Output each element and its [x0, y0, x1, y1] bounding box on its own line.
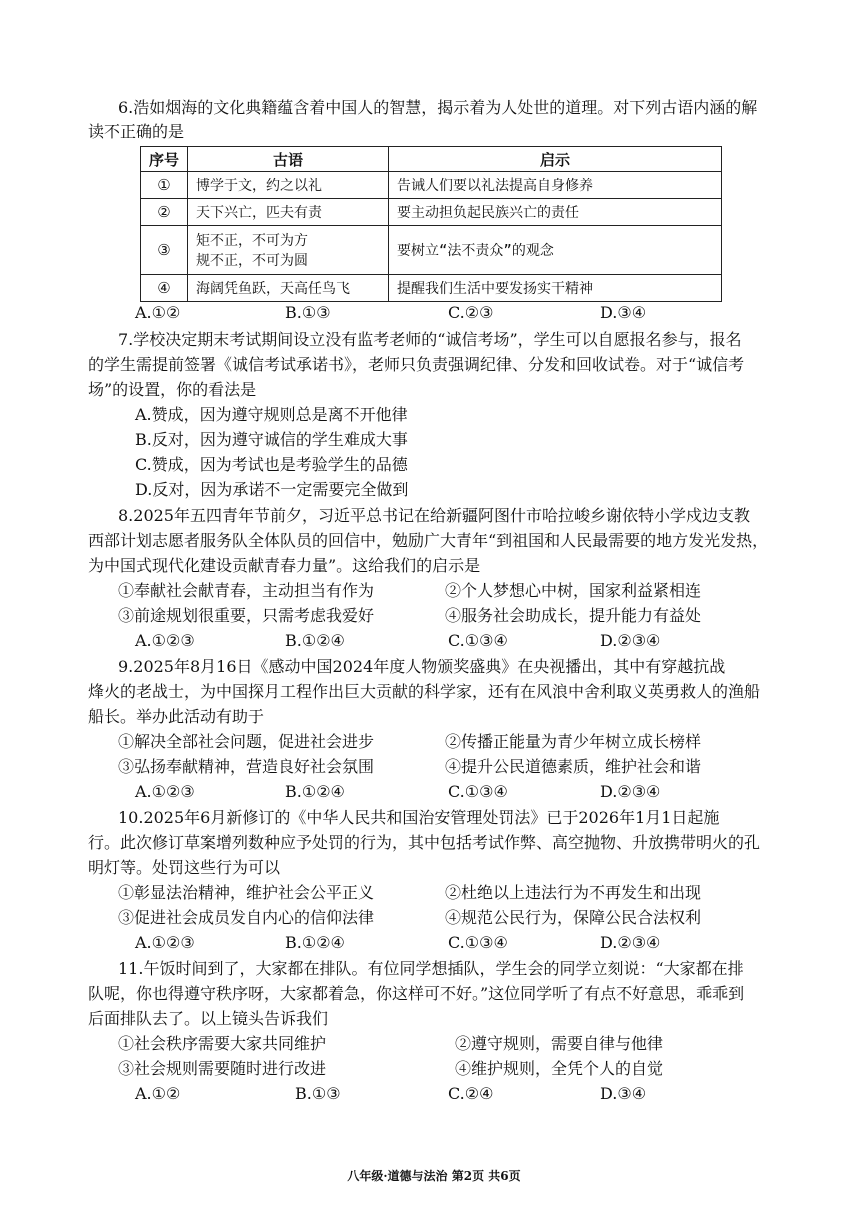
q10-stem-line1: 10.2025年6月新修订的《中华人民共和国治安管理处罚法》已于2026年1月1日起施	[118, 808, 720, 827]
q11-item-1: ①社会秩序需要大家共同维护	[118, 1034, 327, 1053]
q11-option-b: B.①③	[295, 1084, 341, 1103]
q9-option-b: B.①②④	[285, 782, 345, 801]
q9-item-1: ①解决全部社会问题，促进社会进步	[118, 732, 375, 751]
q10-option-c: C.①③④	[448, 933, 508, 952]
col-header-num: 序号	[141, 147, 188, 172]
q11-stem-line3: 后面排队去了。以上镜头告诉我们	[88, 1009, 329, 1028]
q10-item-3: ③促进社会成员发自内心的信仰法律	[118, 908, 375, 927]
q6-stem-line1: 6.浩如烟海的文化典籍蕴含着中国人的智慧，揭示着为人处世的道理。对下列古语内涵的解	[118, 98, 758, 117]
q8-stem-line2: 西部计划志愿者服务队全体队员的回信中，勉励广大青年“到祖国和人民最需要的地方发光发热，	[88, 531, 769, 550]
q8-option-c: C.①③④	[448, 631, 508, 650]
row-num: ①	[141, 172, 188, 199]
row-quote-line1: 矩不正，不可为方	[196, 233, 308, 249]
col-header-quote: 古语	[188, 147, 389, 172]
q8-item-4: ④服务社会助成长，提升能力有益处	[445, 606, 702, 625]
row-quote: 海阔凭鱼跃，天高任鸟飞	[188, 275, 389, 302]
q7-stem-line3: 场”的设置，你的看法是	[88, 380, 257, 399]
q9-option-a: A.①②③	[135, 782, 195, 801]
q6-option-d: D.③④	[600, 303, 647, 322]
q10-item-4: ④规范公民行为，保障公民合法权利	[445, 908, 702, 927]
q8-item-2: ②个人梦想心中树，国家利益紧相连	[445, 581, 702, 600]
table-row	[141, 226, 722, 275]
q10-item-1: ①彰显法治精神，维护社会公平正义	[118, 883, 375, 902]
q9-item-4: ④提升公民道德素质，维护社会和谐	[445, 757, 702, 776]
q9-option-c: C.①③④	[448, 782, 508, 801]
q11-stem-line2: 队呢，你也得遵守秩序呀，大家都着急，你这样可不好。”这位同学听了有点不好意思，乖乖到	[88, 984, 745, 1003]
row-num: ④	[141, 275, 188, 302]
q8-option-b: B.①②④	[285, 631, 345, 650]
row-num: ②	[141, 199, 188, 226]
row-quote: 博学于文，约之以礼	[188, 172, 389, 199]
row-quote: 天下兴亡，匹夫有责	[188, 199, 389, 226]
q8-stem-line1: 8.2025年五四青年节前夕，习近平总书记在给新疆阿图什市哈拉峻乡谢依特小学戍边支教	[118, 506, 750, 525]
table-row	[141, 199, 722, 226]
q7-option-b: B.反对，因为遵守诚信的学生难成大事	[135, 430, 408, 449]
q10-option-d: D.②③④	[600, 933, 661, 952]
q8-item-3: ③前途规划很重要，只需考虑我爱好	[118, 606, 375, 625]
q6-option-c: C.②③	[448, 303, 494, 322]
table-row	[141, 172, 722, 199]
q10-stem-line2: 行。此次修订草案增列数种应予处罚的行为，其中包括考试作弊、高空抛物、升放携带明火的孔	[88, 833, 761, 852]
row-meaning: 要树立“法不责众”的观念	[389, 226, 722, 275]
q9-stem-line1: 9.2025年8月16日《感动中国2024年度人物颁奖盛典》在央视播出，其中有穿越抗战	[118, 657, 726, 676]
q6-option-b: B.①③	[285, 303, 331, 322]
q9-item-3: ③弘扬奉献精神，营造良好社会氛围	[118, 757, 375, 776]
q11-item-4: ④维护规则，全凭个人的自觉	[455, 1059, 664, 1078]
q8-item-1: ①奉献社会献青春，主动担当有作为	[118, 581, 375, 600]
q7-stem-line1: 7.学校决定期末考试期间设立没有监考老师的“诚信考场”，学生可以自愿报名参与，报名	[118, 330, 742, 349]
q9-option-d: D.②③④	[600, 782, 661, 801]
q8-option-a: A.①②③	[135, 631, 195, 650]
q6-table	[140, 146, 722, 302]
q11-item-3: ③社会规则需要随时进行改进	[118, 1059, 327, 1078]
table-row	[141, 275, 722, 302]
q7-stem-line2: 的学生需提前签署《诚信考试承诺书》，老师只负责强调纪律、分发和回收试卷。对于“诚信考	[88, 355, 745, 374]
col-header-meaning: 启示	[389, 147, 722, 172]
page-footer: 八年级·道德与法治 第2页 共6页	[347, 1169, 521, 1183]
q11-option-c: C.②④	[448, 1084, 494, 1103]
q10-option-a: A.①②③	[135, 933, 195, 952]
q9-stem-line3: 船长。举办此活动有助于	[88, 707, 265, 726]
q9-stem-line2: 烽火的老战士，为中国探月工程作出巨大贡献的科学家，还有在风浪中舍利取义英勇救人的渔船	[88, 682, 761, 701]
q10-item-2: ②杜绝以上违法行为不再发生和出现	[445, 883, 702, 902]
q6-option-a: A.①②	[135, 303, 181, 322]
row-num: ③	[141, 226, 188, 275]
table-header-row	[141, 147, 722, 172]
q11-item-2: ②遵守规则，需要自律与他律	[455, 1034, 664, 1053]
q6-stem-line2: 读不正确的是	[88, 122, 185, 141]
q9-item-2: ②传播正能量为青少年树立成长榜样	[445, 732, 702, 751]
row-quote-line2: 规不正，不可为圆	[196, 253, 308, 269]
q8-option-d: D.②③④	[600, 631, 661, 650]
row-meaning: 告诫人们要以礼法提高自身修养	[389, 172, 722, 199]
q8-stem-line3: 为中国式现代化建设贡献青春力量”。这给我们的启示是	[88, 556, 481, 575]
row-quote	[188, 226, 389, 275]
q7-option-c: C.赞成，因为考试也是考验学生的品德	[135, 455, 408, 474]
q10-stem-line3: 明灯等。处罚这些行为可以	[88, 858, 281, 877]
q10-option-b: B.①②④	[285, 933, 345, 952]
row-meaning: 要主动担负起民族兴亡的责任	[389, 199, 722, 226]
q7-option-a: A.赞成，因为遵守规则总是离不开他律	[135, 405, 408, 424]
row-meaning: 提醒我们生活中要发扬实干精神	[389, 275, 722, 302]
q11-stem-line1: 11.午饭时间到了，大家都在排队。有位同学想插队，学生会的同学立刻说：“大家都在排	[118, 959, 744, 978]
q11-option-d: D.③④	[600, 1084, 647, 1103]
q11-option-a: A.①②	[135, 1084, 181, 1103]
q7-option-d: D.反对，因为承诺不一定需要完全做到	[135, 480, 409, 499]
